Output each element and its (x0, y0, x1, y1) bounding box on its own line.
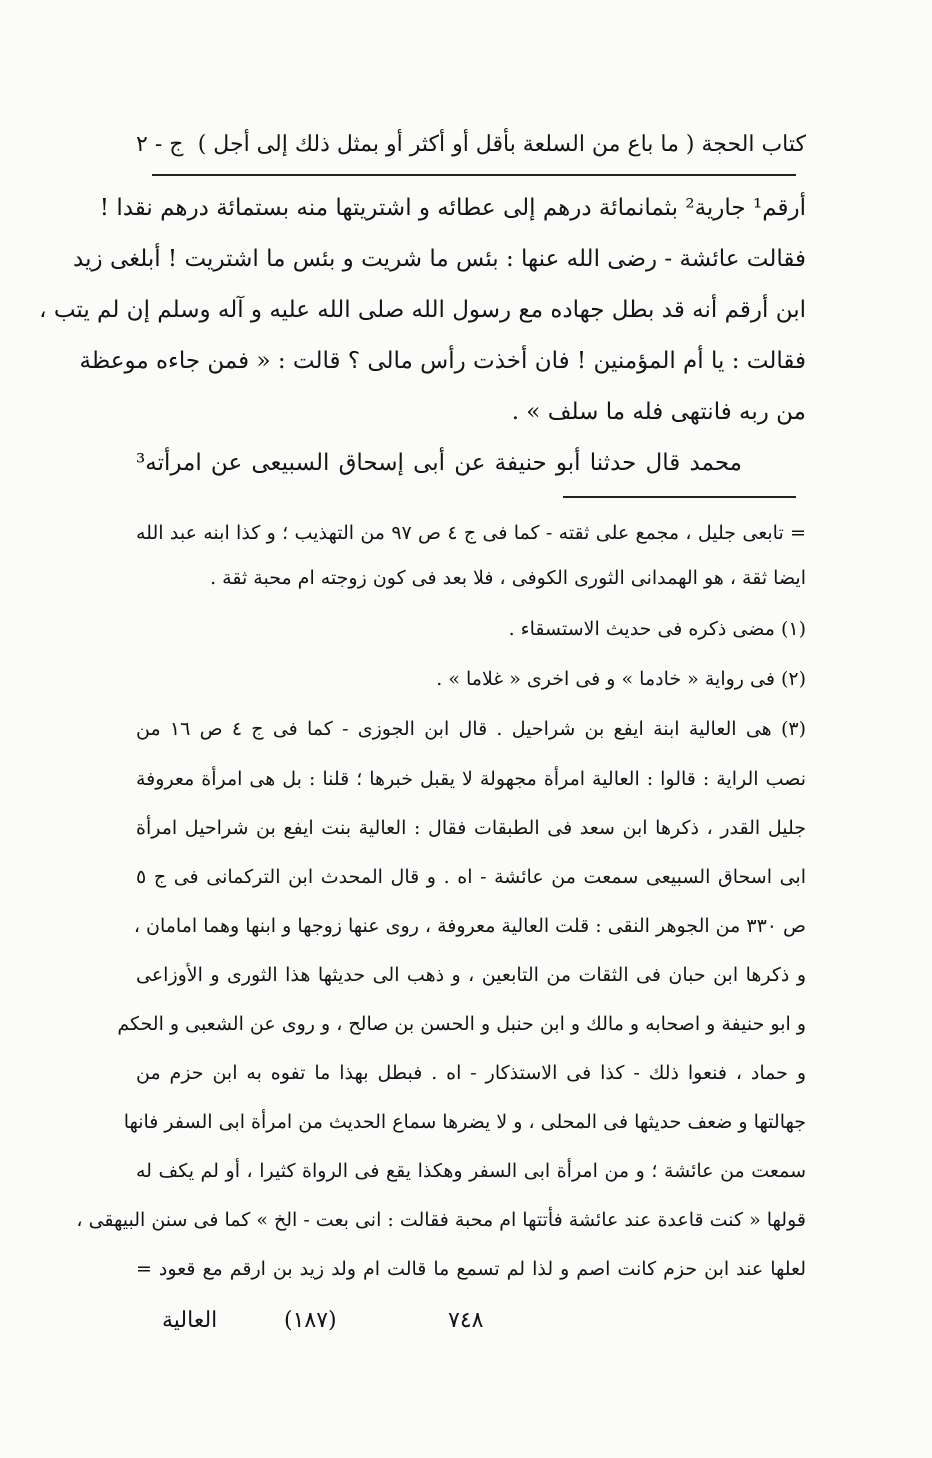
footnote-line: جليل القدر ، ذكرها ابن سعد فى الطبقات فقال : العالية بنت ايفع بن شراحيل امرأة (136, 817, 806, 839)
footnote-rule (563, 496, 796, 498)
footnote-line: (١) مضى ذكره فى حديث الاستسقاء . (508, 618, 806, 640)
header-rule (152, 174, 796, 176)
running-header (136, 128, 806, 162)
footnote-line: ص ٣٣٠ من الجوهر النقى : قلت العالية معروفة ، روى عنها زوجها و ابنها وهما امامان ، (133, 915, 806, 937)
footnote-line: = تابعى جليل ، مجمع على ثقته - كما فى ج ٤ ص ٩٧ من التهذيب ؛ و كذا ابنه عبد الله (136, 522, 806, 544)
footnote-line: نصب الراية : قالوا : العالية امرأة مجهولة لا يقبل خبرها ؛ قلنا : بل هى امرأة معروفة (136, 768, 806, 790)
footnote-line: و ابو حنيفة و اصحابه و مالك و ابن حنبل و الحسن بن صالح ، و روى عن الشعبى و الحكم (117, 1013, 806, 1035)
page-number: ٧٤٨ (448, 1308, 484, 1333)
footnote-line: ابى اسحاق السبيعى سمعت من عائشة - اه . و قال المحدث ابن التركمانى فى ج ٥ (136, 866, 806, 888)
footnote-line: ايضا ثقة ، هو الهمدانى الثورى الكوفى ، فلا بعد فى كون زوجته ام محبة ثقة . (210, 567, 806, 589)
footnote-line: قولها « كنت قاعدة عند عائشة فأتتها ام محبة فقالت : انى بعت - الخ » كما فى سنن البيهقى ، (76, 1209, 806, 1231)
footnote-line: و ذكرها ابن حبان فى الثقات من التابعين ، و ذهب الى حديثها هذا الثورى و الأوزاعى (136, 964, 806, 986)
footnote-line: (٣) هى العالية ابنة ايفع بن شراحيل . قال ابن الجوزى - كما فى ج ٤ ص ١٦ من (136, 718, 806, 740)
footnote-line: سمعت من عائشة ؛ و من امرأة ابى السفر وهكذا يقع فى الرواة كثيرا ، أو لم يكف له (136, 1160, 806, 1182)
header-title: كتاب الحجة ( ما باع من السلعة بأقل أو أكثر أو بمثل ذلك إلى أجل ) (197, 132, 806, 157)
footnote-line: و حماد ، فنعوا ذلك - كذا فى الاستذكار - اه . فبطل بهذا ما تفوه به ابن حزم من (136, 1062, 806, 1084)
main-text-line: فقالت : يا أم المؤمنين ! فان أخذت رأس مالى ؟ قالت : « فمن جاءه موعظة (79, 348, 806, 374)
footnote-line: جهالتها و ضعف حديثها فى المحلى ، و لا يضرها سماع الحديث من امرأة ابى السفر فانها (123, 1111, 806, 1133)
main-text-line: من ربه فانتهى فله ما سلف » . (511, 399, 806, 425)
main-text-line: أرقم¹ جارية² بثمانمائة درهم إلى عطائه و اشتريتها منه بستمائة درهم نقدا ! (99, 195, 806, 221)
main-text-line: ابن أرقم أنه قد بطل جهاده مع رسول الله صلى الله عليه و آله وسلم إن لم يتب ، (39, 297, 806, 323)
main-text-line: محمد قال حدثنا أبو حنيفة عن أبى إسحاق السبيعى عن امرأته³ (136, 450, 742, 476)
footnote-line: (٢) فى رواية « خادما » و فى اخرى « غلاما » . (436, 668, 806, 690)
header-volume: ج - ٢ (136, 132, 184, 157)
footnote-line: لعلها عند ابن حزم كانت اصم و لذا لم تسمع ما قالت ام ولد زيد بن ارقم مع قعود = (136, 1258, 806, 1280)
main-text-line: فقالت عائشة - رضى الله عنها : بئس ما شريت و بئس ما اشتريت ! أبلغى زيد (73, 246, 806, 272)
item-number: (١٨٧) (284, 1308, 337, 1333)
catchword: العالية (162, 1308, 218, 1333)
